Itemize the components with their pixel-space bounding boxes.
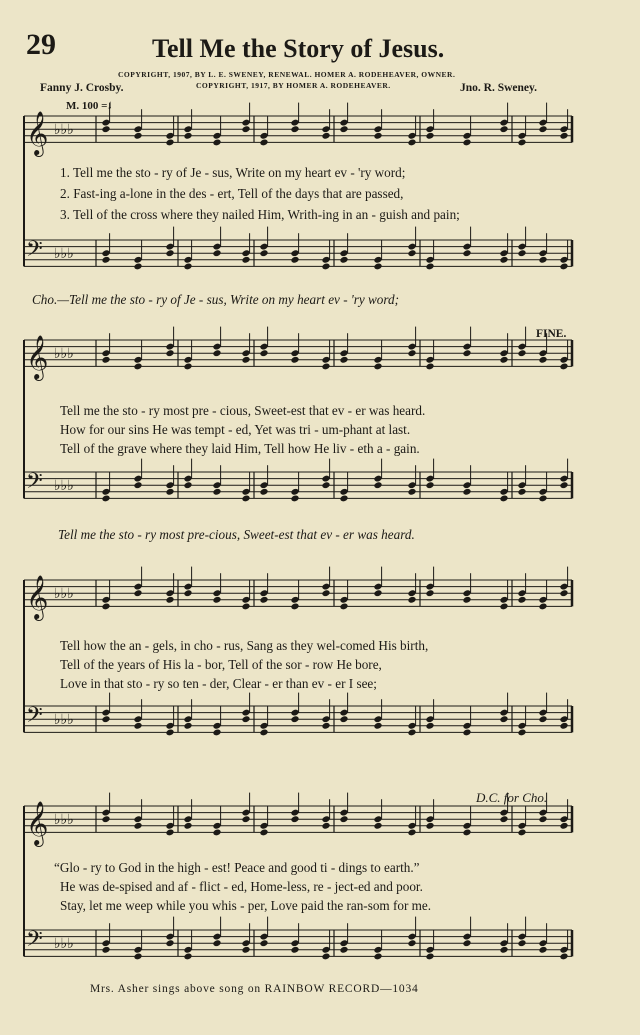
notehead xyxy=(425,132,434,140)
verse-2-line-3: Tell of the years of His la - bor, Tell of the sor - row He bore, xyxy=(60,657,382,672)
notehead xyxy=(133,589,142,597)
notehead xyxy=(321,589,330,597)
treble-clef-icon: 𝄞 xyxy=(26,335,49,379)
bass-clef-icon: 𝄢 xyxy=(26,469,43,499)
notehead xyxy=(559,589,568,597)
notehead xyxy=(183,952,192,960)
notehead xyxy=(290,256,299,264)
notehead xyxy=(133,722,142,730)
notehead xyxy=(538,356,547,364)
notehead xyxy=(538,946,547,954)
treble-clef-icon: 𝄞 xyxy=(26,575,49,619)
notehead xyxy=(321,481,330,489)
notehead xyxy=(559,722,568,730)
notehead xyxy=(165,828,174,836)
notehead xyxy=(425,589,434,597)
notehead xyxy=(339,356,348,364)
notehead xyxy=(290,356,299,364)
notehead xyxy=(407,249,416,257)
notehead xyxy=(101,602,110,610)
notehead xyxy=(290,815,299,823)
notehead xyxy=(373,952,382,960)
chorus-line-2: Tell me the sto - ry most pre-cious, Sweet-est that ev - er was heard. xyxy=(58,527,415,542)
notehead xyxy=(212,249,221,257)
key-signature-flats-icon: ♭♭♭ xyxy=(54,346,74,362)
notehead xyxy=(165,349,174,357)
notehead xyxy=(373,589,382,597)
notehead xyxy=(339,602,348,610)
treble-clef-icon: 𝄞 xyxy=(26,111,49,155)
notehead xyxy=(538,715,547,723)
verse-2-line-4: He was de-spised and af - flict - ed, Home-less, re - ject-ed and poor. xyxy=(60,879,423,894)
key-signature-flats-icon: ♭♭♭ xyxy=(54,246,74,262)
notehead xyxy=(538,602,547,610)
bass-clef-icon: 𝄢 xyxy=(26,237,43,267)
notehead xyxy=(559,952,568,960)
notehead xyxy=(183,481,192,489)
notehead xyxy=(212,596,221,604)
notehead xyxy=(559,262,568,270)
key-signature-flats-icon: ♭♭♭ xyxy=(54,812,74,828)
verse-3-line-3: Love in that sto - ry so ten - der, Clear - er than ev - er I see; xyxy=(60,676,377,691)
notehead xyxy=(165,728,174,736)
verse-3-line-4: Stay, let me weep while you whis - per, Love paid the ran-som for me. xyxy=(60,898,432,913)
notehead xyxy=(183,589,192,597)
notehead xyxy=(339,715,348,723)
copyright-line-1: COPYRIGHT, 1907, BY L. E. SWENEY, RENEWAL. HOMER A. RODEHEAVER, OWNER. xyxy=(118,70,456,79)
notehead xyxy=(101,946,110,954)
key-signature-flats-icon: ♭♭♭ xyxy=(54,122,74,138)
notehead xyxy=(339,494,348,502)
notehead xyxy=(462,349,471,357)
notehead xyxy=(425,952,434,960)
copyright-line-2: COPYRIGHT, 1917, BY HOMER A. RODEHEAVER. xyxy=(196,81,391,90)
notehead xyxy=(212,828,221,836)
notehead xyxy=(241,715,250,723)
notehead xyxy=(373,262,382,270)
notehead xyxy=(373,132,382,140)
notehead xyxy=(212,488,221,496)
notehead xyxy=(373,481,382,489)
notehead xyxy=(517,828,526,836)
notehead xyxy=(259,488,268,496)
notehead xyxy=(259,249,268,257)
notehead xyxy=(462,939,471,947)
notehead xyxy=(101,815,110,823)
notehead xyxy=(499,256,508,264)
notehead xyxy=(101,125,110,133)
notehead xyxy=(165,249,174,257)
verse-3-line-1: 3. Tell of the cross where they nailed Him, Writh-ing in an - guish and pain; xyxy=(60,207,460,222)
notehead xyxy=(517,249,526,257)
notehead xyxy=(517,939,526,947)
notehead xyxy=(499,946,508,954)
notehead xyxy=(339,256,348,264)
dc-marking: D.C. for Cho. xyxy=(476,790,548,805)
verse-3-line-2: Tell of the grave where they laid Him, Tell how He liv - eth a - gain. xyxy=(60,441,420,456)
verse-2-line-1: 2. Fast-ing a-lone in the des - ert, Tell of the days that are passed, xyxy=(60,186,404,201)
notehead xyxy=(462,488,471,496)
notehead xyxy=(165,138,174,146)
notehead xyxy=(462,138,471,146)
verse-1-line-4: “Glo - ry to God in the high - est! Peace and good ti - dings to earth.” xyxy=(54,860,420,875)
bass-clef-icon: 𝄢 xyxy=(26,927,43,957)
notehead xyxy=(259,728,268,736)
notehead xyxy=(290,715,299,723)
notehead xyxy=(538,125,547,133)
notehead xyxy=(499,602,508,610)
notehead xyxy=(407,828,416,836)
notehead xyxy=(462,596,471,604)
notehead xyxy=(241,815,250,823)
notehead xyxy=(559,822,568,830)
notehead xyxy=(517,138,526,146)
notehead xyxy=(425,822,434,830)
notehead xyxy=(339,125,348,133)
notehead xyxy=(259,828,268,836)
notehead xyxy=(241,494,250,502)
notehead xyxy=(321,822,330,830)
notehead xyxy=(212,728,221,736)
notehead xyxy=(499,815,508,823)
notehead xyxy=(290,125,299,133)
notehead xyxy=(425,722,434,730)
notehead xyxy=(321,952,330,960)
notehead xyxy=(183,822,192,830)
notehead xyxy=(407,488,416,496)
notehead xyxy=(183,132,192,140)
verse-2-line-2: How for our sins He was tempt - ed, Yet was tri - um-phant at last. xyxy=(60,422,411,437)
notehead xyxy=(499,494,508,502)
notehead xyxy=(425,481,434,489)
notehead xyxy=(133,822,142,830)
notehead xyxy=(462,249,471,257)
verse-1-line-1: 1. Tell me the sto - ry of Je - sus, Write on my heart ev - 'ry word; xyxy=(60,165,406,180)
notehead xyxy=(339,946,348,954)
key-signature-flats-icon: ♭♭♭ xyxy=(54,936,74,952)
notehead xyxy=(321,362,330,370)
notehead xyxy=(517,596,526,604)
notehead xyxy=(321,132,330,140)
notehead xyxy=(183,262,192,270)
key-signature-flats-icon: ♭♭♭ xyxy=(54,478,74,494)
chorus-line-1: Cho.—Tell me the sto - ry of Je - sus, Write on my heart ev - 'ry word; xyxy=(32,292,400,307)
hymn-title: Tell Me the Story of Jesus. xyxy=(152,34,445,63)
notehead xyxy=(373,822,382,830)
notehead xyxy=(133,362,142,370)
notehead xyxy=(373,722,382,730)
tempo-marking: M. 100 =♩ xyxy=(66,97,121,112)
notehead xyxy=(133,952,142,960)
notehead xyxy=(339,815,348,823)
notehead xyxy=(241,256,250,264)
notehead xyxy=(241,946,250,954)
notehead xyxy=(538,256,547,264)
notehead xyxy=(101,356,110,364)
notehead xyxy=(407,349,416,357)
notehead xyxy=(165,596,174,604)
notehead xyxy=(517,349,526,357)
hymn-number: 29 xyxy=(26,28,56,61)
notehead xyxy=(290,494,299,502)
notehead xyxy=(499,356,508,364)
notehead xyxy=(165,939,174,947)
notehead xyxy=(559,481,568,489)
key-signature-flats-icon: ♭♭♭ xyxy=(54,586,74,602)
notehead xyxy=(259,596,268,604)
notehead xyxy=(517,728,526,736)
composer: Jno. R. Sweney. xyxy=(460,82,537,94)
notehead xyxy=(101,494,110,502)
notehead xyxy=(290,946,299,954)
fine-marking: FINE. xyxy=(536,328,567,340)
notehead xyxy=(183,362,192,370)
notehead xyxy=(559,132,568,140)
notehead xyxy=(212,138,221,146)
notehead xyxy=(425,262,434,270)
notehead xyxy=(212,939,221,947)
notehead xyxy=(165,488,174,496)
notehead xyxy=(259,138,268,146)
notehead xyxy=(133,262,142,270)
notehead xyxy=(241,602,250,610)
notehead xyxy=(462,728,471,736)
key-signature-flats-icon: ♭♭♭ xyxy=(54,712,74,728)
verse-1-line-2: Tell me the sto - ry most pre - cious, Sweet-est that ev - er was heard. xyxy=(60,403,426,418)
notehead xyxy=(373,362,382,370)
notehead xyxy=(538,494,547,502)
notehead xyxy=(212,349,221,357)
notehead xyxy=(259,349,268,357)
notehead xyxy=(559,362,568,370)
footer-record-note: Mrs. Asher sings above song on RAINBOW RECORD—1034 xyxy=(90,983,419,995)
notehead xyxy=(101,715,110,723)
notehead xyxy=(407,939,416,947)
verse-1-line-3: Tell how the an - gels, in cho - rus, Sang as they wel-comed His birth, xyxy=(60,638,429,653)
notehead xyxy=(101,256,110,264)
notehead xyxy=(499,715,508,723)
notehead xyxy=(462,828,471,836)
notehead xyxy=(183,722,192,730)
notehead xyxy=(133,481,142,489)
notehead xyxy=(538,815,547,823)
bass-clef-icon: 𝄢 xyxy=(26,703,43,733)
quarter-note-icon: ♩ xyxy=(107,97,121,112)
notehead xyxy=(241,356,250,364)
notehead xyxy=(321,722,330,730)
lyricist: Fanny J. Crosby. xyxy=(40,82,124,94)
treble-clef-icon: 𝄞 xyxy=(26,801,49,845)
notehead xyxy=(133,132,142,140)
notehead xyxy=(321,262,330,270)
notehead xyxy=(290,602,299,610)
notehead xyxy=(407,596,416,604)
notehead xyxy=(407,138,416,146)
notehead xyxy=(259,939,268,947)
notehead xyxy=(517,488,526,496)
notehead xyxy=(241,125,250,133)
notehead xyxy=(499,125,508,133)
notehead xyxy=(407,728,416,736)
notehead xyxy=(425,362,434,370)
